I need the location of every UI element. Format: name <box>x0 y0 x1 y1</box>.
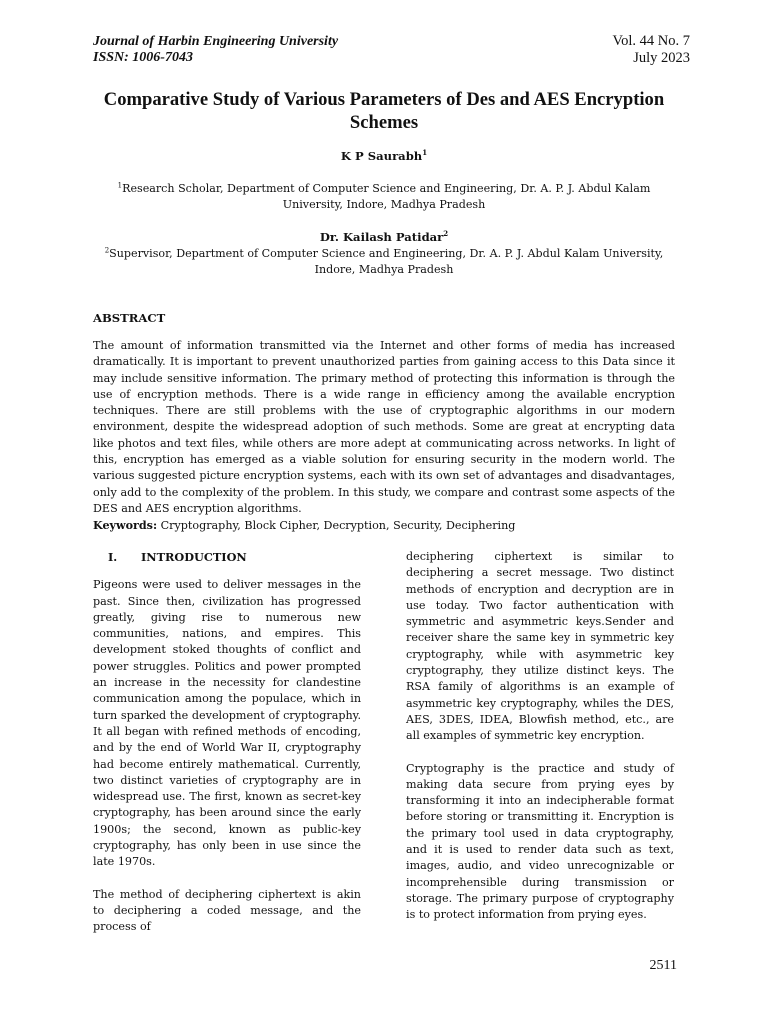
paragraph: The method of deciphering ciphertext is akin to deciphering a coded message, and the process of <box>93 887 361 934</box>
abstract-text: The amount of information transmitted via the Internet and other forms of media has increased dramatically. It is important to prevent unauthorized parties from gaining access to this Data since it may include sensitive information. The primary method of protecting this information is through the use of encryption methods. There is a wide range in efficiency among the available encryption techniques. There are still problems with the use of cryptographic algorithms in our modern environment, despite the widespread adoption of such methods. Some are great at encrypting data like photos and text files, while others are more adept at communicating across networks. In light of this, encryption has emerged as a viable solution for ensuring security in the modern world. The various suggested picture encryption systems, each with its own set of advantages and disadvantages, only add to the complexity of the problem. In this study, we compare and contrast some aspects of the DES and AES encryption algorithms. <box>93 339 675 515</box>
right-column <box>406 549 674 940</box>
keywords-text: Cryptography, Block Cipher, Decryption, Security, Deciphering <box>160 519 516 532</box>
author-2-affiliation <box>93 246 675 278</box>
issue-date: July 2023 <box>633 50 690 66</box>
left-column <box>93 549 361 952</box>
author-1-affiliation <box>93 181 675 213</box>
journal-issn: ISSN: 1006-7043 <box>93 50 193 65</box>
keywords-label: Keywords: <box>93 519 158 532</box>
affiliation-2-marker: 2 <box>104 246 110 255</box>
journal-header <box>93 34 338 66</box>
paragraph: Cryptography is the practice and study of making data secure from prying eyes by transforming it into an indecipherable format before storing or transmitting it. Encryption is the primary tool used in data cryptography, and it is used to render data such as text, images, audio, and video unrecognizable or incomprehensible during transmission or storage. The primary purpose of cryptography is to protect information from prying eyes. <box>406 761 674 922</box>
author-1-marker: 1 <box>422 148 428 158</box>
abstract-heading: ABSTRACT <box>93 311 166 325</box>
affiliation-1-text: Research Scholar, Department of Computer Science and Engineering, Dr. A. P. J. Abdul Kalam University, Indore, Madhya Pradesh <box>122 182 651 211</box>
section-heading <box>93 549 361 565</box>
affiliation-2-text: Supervisor, Department of Computer Science and Engineering, Dr. A. P. J. Abdul Kalam University, Indore, Madhya Pradesh <box>109 247 664 276</box>
author-2-marker: 2 <box>443 229 449 239</box>
author-1-name: K P Saurabh <box>340 149 423 163</box>
issue-info <box>613 33 690 67</box>
journal-name: Journal of Harbin Engineering University <box>93 34 339 49</box>
paragraph: Pigeons were used to deliver messages in the past. Since then, civilization has progressed greatly, giving rise to numerous new communities, nations, and empires. This development stoked thoughts of conflict and power struggles. Politics and power prompted an increase in the necessity for clandestine communication among the populace, which in turn sparked the development of cryptography. It all began with refined methods of encoding, and by the end of World War II, cryptography had become entirely mathematical. Currently, two distinct varieties of cryptography are in widespread use. The first, known as secret-key cryptography, has been around since the early 1900s; the second, known as public-key cryptography, has only been in use since the late 1970s. <box>93 578 361 869</box>
keywords <box>93 519 515 532</box>
section-title: INTRODUCTION <box>141 550 247 564</box>
author-2-name: Dr. Kailash Patidar <box>319 230 444 244</box>
author-1 <box>93 149 675 163</box>
affiliation-1-marker: 1 <box>117 181 123 190</box>
paper-title: Comparative Study of Various Parameters of Des and AES Encryption Schemes <box>103 89 665 133</box>
section-number: I. <box>108 550 118 564</box>
page-number: 2511 <box>649 958 677 973</box>
volume-number: Vol. 44 No. 7 <box>612 33 690 49</box>
paragraph: deciphering ciphertext is similar to deciphering a secret message. Two distinct methods of encryption and decryption are in use today. Two factor authentication with symmetric and asymmetric keys.Sender and receiver share the same key in symmetric key cryptography, while with asymmetric key cryptography, they utilize distinct keys. The RSA family of algorithms is an example of asymmetric key cryptography, whiles the DES, AES, 3DES, IDEA, Blowfish method, etc., are all examples of symmetric key encryption. <box>406 550 674 743</box>
author-2 <box>93 230 675 244</box>
